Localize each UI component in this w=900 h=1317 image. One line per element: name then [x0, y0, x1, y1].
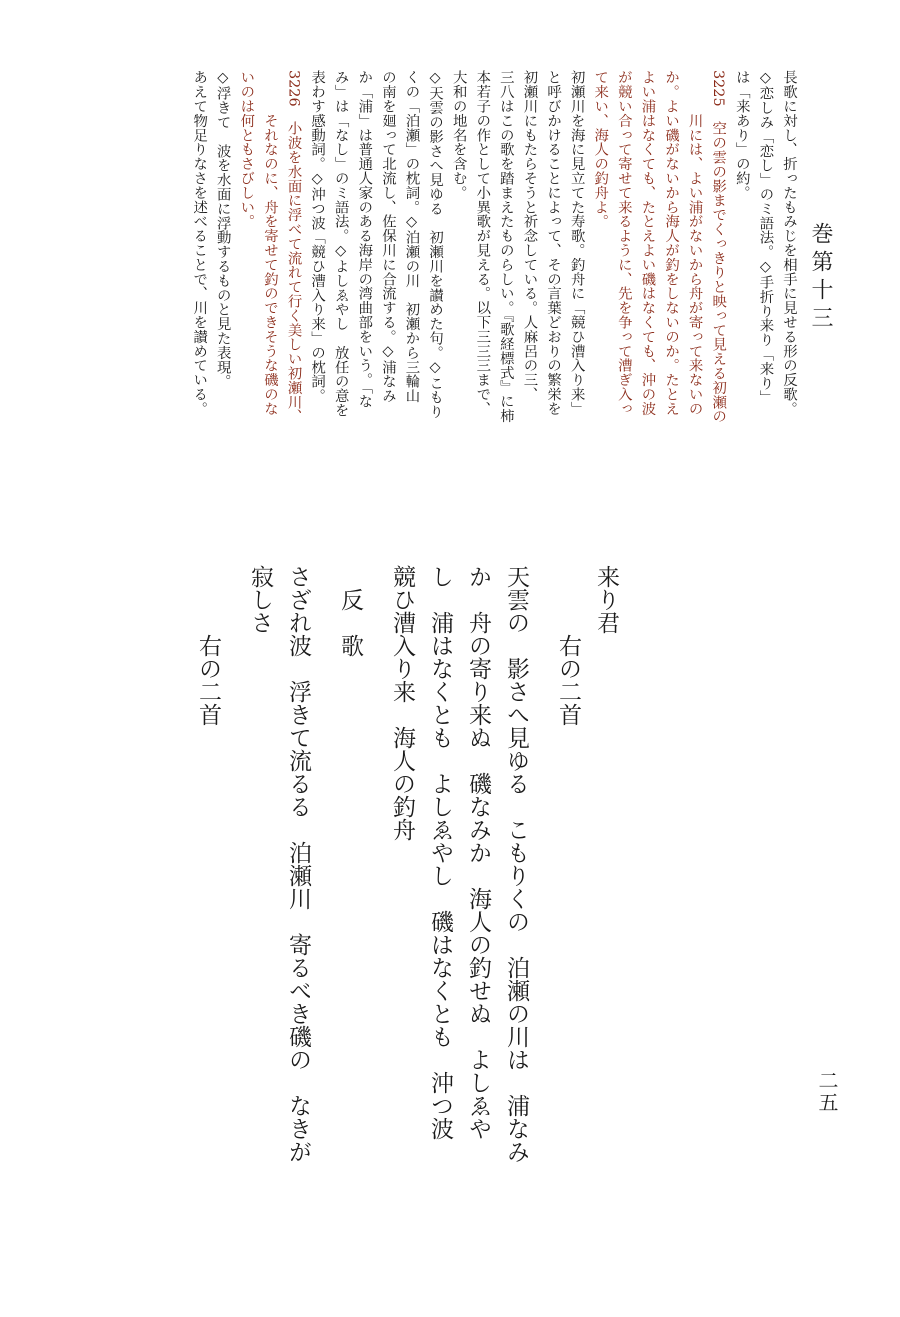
commentary-line: 三八はこの歌を踏まえたものらしい。『歌経標式』に柿 — [497, 70, 514, 423]
commentary-line: 本若子の作として小異歌が見える。以下三三三まで、 — [474, 70, 491, 416]
poem-line: 競ひ漕入り来 海人の釣舟 — [389, 565, 415, 841]
poem-spacer — [317, 565, 331, 1205]
translation-line: が競い合って寄せて来るように、先を争って漕ぎ入っ — [615, 70, 632, 416]
page-number: 二五 — [815, 1070, 839, 1114]
poem-spacer — [369, 565, 383, 1205]
translation-line: 川には、よい浦がないから舟が寄って来ないの — [686, 70, 703, 416]
commentary-line: 大和の地名を含む。 — [450, 70, 467, 200]
poem-label: 右の二首 — [195, 565, 221, 726]
commentary-line: 表わす感動詞。◇沖つ波「競ひ漕入り来」の枕詞。 — [309, 70, 326, 403]
commentary-line: あえて物足りなさを述べることで、川を讃めている。 — [191, 70, 208, 416]
poem-label: 右の二首 — [555, 565, 581, 726]
commentary-line: ◇恋しみ「恋し」のミ語法。◇手折り来り「来り」 — [757, 70, 774, 405]
translation-line: いのは何ともさびしい。 — [238, 70, 255, 229]
poem-line: 寂しさ — [247, 565, 273, 634]
poem-line: し 浦はなくとも よしゑやし 磯はなくとも 沖つ波 — [427, 565, 453, 1140]
commentary-line: の南を廻って北流し、佐保川に合流する。◇浦なみ — [379, 70, 396, 403]
poem-line: 天雲の 影さへ見ゆる こもりくの 泊瀬の川は 浦なみ — [503, 565, 529, 1163]
commentary-line: 長歌に対し、折ったもみじを相手に見せる形の反歌。 — [781, 70, 797, 416]
commentary-line: ◇天雲の影さへ見ゆる 初瀬川を讃めた句。◇こもり — [427, 70, 444, 419]
poem-label: 反 歌 — [337, 565, 363, 657]
poem-spacer — [227, 565, 241, 1205]
commentary-line: は「来あり」の約。 — [733, 70, 750, 200]
commentary-line: ◇浮きて 波を水面に浮動するものと見た表現。 — [214, 70, 231, 389]
translation-line: て来い、海人の釣舟よ。 — [592, 70, 609, 229]
translation-line: 3226 小波を水面に浮べて流れて行く美しい初瀬川、 — [285, 70, 302, 424]
translation-line: 3225 空の雲の影までくっきりと映って見える初瀬の — [710, 70, 727, 424]
commentary-block — [187, 70, 800, 525]
commentary-line: み」は「なし」のミ語法。◇よしゑやし 放任の意を — [332, 70, 349, 418]
poem-block — [189, 565, 625, 1205]
commentary-line: と呼びかけることによって、その言葉どおりの繁栄を — [545, 70, 562, 416]
commentary-line: くの「泊瀬」の枕詞。◇泊瀬の川 初瀬から三輪山 — [403, 70, 420, 403]
poem-line: 来り君 — [593, 565, 619, 634]
translation-line: か。よい磯がないから海人が釣をしないのか。たとえ — [663, 70, 680, 416]
translation-line: それなのに、舟を寄せて釣のできそうな磯のな — [261, 70, 278, 416]
poem-line: さざれ波 浮きて流るる 泊瀬川 寄るべき磯の なきが — [285, 565, 311, 1163]
volume-header: 巻第十三 — [808, 222, 833, 334]
poem-spacer — [535, 565, 549, 1205]
commentary-line: 初瀬川を海に見立てた寿歌。釣舟に「競ひ漕入り来」 — [568, 70, 585, 416]
poem-line: か 舟の寄り来ぬ 磯なみか 海人の釣せぬ よしゑや — [465, 565, 491, 1140]
commentary-line: 初瀬川にもたらそうと祈念している。人麻呂の三、 — [521, 70, 538, 402]
translation-line: よい浦はなくても、たとえよい磯はなくても、沖の波 — [639, 70, 656, 416]
commentary-line: か「浦」は普通人家のある海岸の湾曲部をいう。「な — [356, 70, 373, 409]
